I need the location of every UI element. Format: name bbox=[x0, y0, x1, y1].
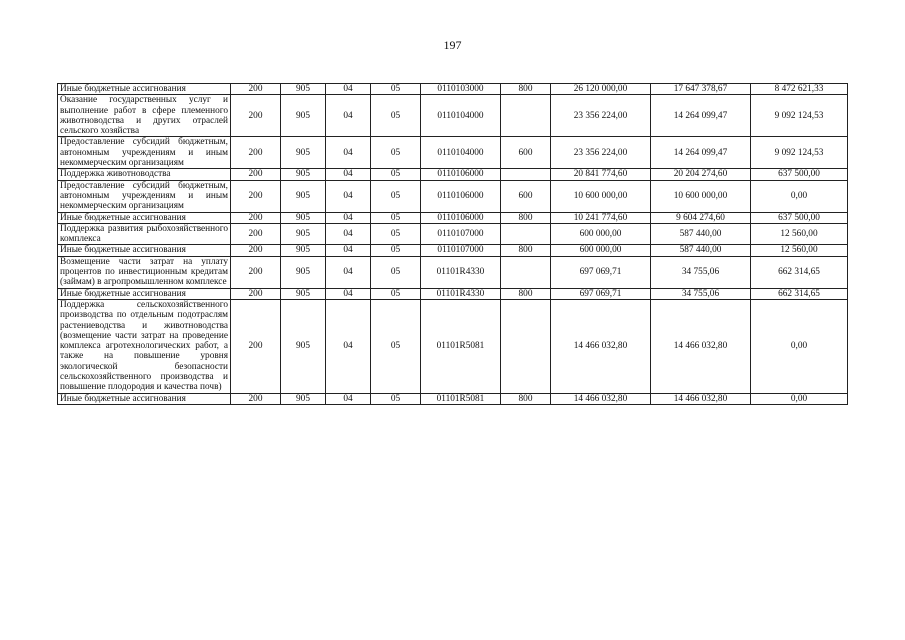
cell-section: 04 bbox=[326, 256, 371, 288]
cell-subsection: 05 bbox=[371, 169, 421, 180]
cell-expense-type: 800 bbox=[501, 212, 551, 223]
row-name: Предоставление субсидий бюджетным, автономным учреждениям и иным некоммерческим организациям bbox=[58, 137, 231, 169]
cell-col1: 200 bbox=[231, 169, 281, 180]
budget-table bbox=[57, 83, 848, 405]
table-row bbox=[58, 299, 848, 393]
cell-amount-plan: 14 466 032,80 bbox=[551, 393, 651, 404]
cell-col1: 200 bbox=[231, 180, 281, 212]
table-row bbox=[58, 95, 848, 137]
cell-target-code: 01101R4330 bbox=[421, 288, 501, 299]
cell-col2: 905 bbox=[281, 256, 326, 288]
cell-amount-remaining: 0,00 bbox=[751, 393, 848, 404]
row-name: Поддержка сельскохозяйственного производства по отдельным подотраслям растениеводства и животноводства (возмещение части затрат на проведение комплекса агротехнологических работ, а также на повышение уровня экологической безопасности сельскохозяйственного производства и повышение плодородия и качества почв) bbox=[58, 299, 231, 393]
cell-col2: 905 bbox=[281, 212, 326, 223]
cell-subsection: 05 bbox=[371, 288, 421, 299]
cell-amount-remaining: 12 560,00 bbox=[751, 245, 848, 256]
cell-section: 04 bbox=[326, 288, 371, 299]
table-body bbox=[58, 84, 848, 405]
cell-target-code: 01101R5081 bbox=[421, 299, 501, 393]
cell-col2: 905 bbox=[281, 95, 326, 137]
cell-target-code: 0110106000 bbox=[421, 169, 501, 180]
cell-amount-plan: 26 120 000,00 bbox=[551, 84, 651, 95]
cell-amount-remaining: 12 560,00 bbox=[751, 223, 848, 245]
row-name: Возмещение части затрат на уплату процентов по инвестиционным кредитам (займам) в агропромышленном комплексе bbox=[58, 256, 231, 288]
cell-subsection: 05 bbox=[371, 223, 421, 245]
cell-target-code: 0110107000 bbox=[421, 245, 501, 256]
cell-section: 04 bbox=[326, 137, 371, 169]
cell-amount-executed: 9 604 274,60 bbox=[651, 212, 751, 223]
cell-subsection: 05 bbox=[371, 137, 421, 169]
cell-expense-type bbox=[501, 223, 551, 245]
cell-expense-type bbox=[501, 169, 551, 180]
cell-subsection: 05 bbox=[371, 95, 421, 137]
cell-col1: 200 bbox=[231, 299, 281, 393]
row-name: Предоставление субсидий бюджетным, автономным учреждениям и иным некоммерческим организациям bbox=[58, 180, 231, 212]
cell-col2: 905 bbox=[281, 180, 326, 212]
cell-amount-executed: 14 466 032,80 bbox=[651, 393, 751, 404]
cell-section: 04 bbox=[326, 223, 371, 245]
cell-amount-remaining: 662 314,65 bbox=[751, 288, 848, 299]
cell-section: 04 bbox=[326, 84, 371, 95]
cell-section: 04 bbox=[326, 180, 371, 212]
cell-subsection: 05 bbox=[371, 84, 421, 95]
table-row bbox=[58, 393, 848, 404]
cell-col1: 200 bbox=[231, 84, 281, 95]
cell-target-code: 0110107000 bbox=[421, 223, 501, 245]
cell-subsection: 05 bbox=[371, 393, 421, 404]
cell-section: 04 bbox=[326, 245, 371, 256]
cell-col2: 905 bbox=[281, 288, 326, 299]
cell-subsection: 05 bbox=[371, 180, 421, 212]
cell-amount-remaining: 8 472 621,33 bbox=[751, 84, 848, 95]
cell-col2: 905 bbox=[281, 84, 326, 95]
cell-section: 04 bbox=[326, 212, 371, 223]
row-name: Поддержка животноводства bbox=[58, 169, 231, 180]
cell-expense-type: 800 bbox=[501, 393, 551, 404]
table-row bbox=[58, 288, 848, 299]
cell-amount-executed: 34 755,06 bbox=[651, 288, 751, 299]
cell-amount-executed: 34 755,06 bbox=[651, 256, 751, 288]
cell-target-code: 0110104000 bbox=[421, 95, 501, 137]
cell-amount-plan: 697 069,71 bbox=[551, 256, 651, 288]
cell-subsection: 05 bbox=[371, 256, 421, 288]
cell-amount-plan: 14 466 032,80 bbox=[551, 299, 651, 393]
cell-amount-plan: 10 241 774,60 bbox=[551, 212, 651, 223]
cell-col2: 905 bbox=[281, 169, 326, 180]
cell-expense-type: 800 bbox=[501, 288, 551, 299]
cell-expense-type: 800 bbox=[501, 84, 551, 95]
row-name: Оказание государственных услуг и выполнение работ в сфере племенного животноводства и других отраслей сельского хозяйства bbox=[58, 95, 231, 137]
cell-col1: 200 bbox=[231, 223, 281, 245]
cell-amount-executed: 20 204 274,60 bbox=[651, 169, 751, 180]
cell-amount-executed: 10 600 000,00 bbox=[651, 180, 751, 212]
table-row bbox=[58, 84, 848, 95]
table-row bbox=[58, 245, 848, 256]
cell-col1: 200 bbox=[231, 288, 281, 299]
cell-amount-remaining: 637 500,00 bbox=[751, 212, 848, 223]
cell-subsection: 05 bbox=[371, 212, 421, 223]
cell-expense-type: 600 bbox=[501, 137, 551, 169]
cell-expense-type bbox=[501, 95, 551, 137]
table-row bbox=[58, 169, 848, 180]
cell-amount-executed: 14 264 099,47 bbox=[651, 137, 751, 169]
cell-col2: 905 bbox=[281, 393, 326, 404]
cell-col2: 905 bbox=[281, 223, 326, 245]
cell-target-code: 01101R4330 bbox=[421, 256, 501, 288]
cell-amount-remaining: 0,00 bbox=[751, 299, 848, 393]
cell-amount-remaining: 9 092 124,53 bbox=[751, 95, 848, 137]
cell-amount-executed: 587 440,00 bbox=[651, 245, 751, 256]
cell-col1: 200 bbox=[231, 393, 281, 404]
page-number: 197 bbox=[443, 38, 462, 52]
cell-section: 04 bbox=[326, 169, 371, 180]
table-row bbox=[58, 137, 848, 169]
cell-amount-remaining: 0,00 bbox=[751, 180, 848, 212]
row-name: Иные бюджетные ассигнования bbox=[58, 393, 231, 404]
cell-col2: 905 bbox=[281, 245, 326, 256]
table-row bbox=[58, 223, 848, 245]
cell-expense-type bbox=[501, 256, 551, 288]
cell-amount-plan: 20 841 774,60 bbox=[551, 169, 651, 180]
cell-target-code: 0110106000 bbox=[421, 180, 501, 212]
row-name: Иные бюджетные ассигнования bbox=[58, 212, 231, 223]
cell-amount-plan: 23 356 224,00 bbox=[551, 95, 651, 137]
cell-section: 04 bbox=[326, 393, 371, 404]
cell-subsection: 05 bbox=[371, 299, 421, 393]
row-name: Иные бюджетные ассигнования bbox=[58, 245, 231, 256]
cell-target-code: 0110106000 bbox=[421, 212, 501, 223]
cell-section: 04 bbox=[326, 95, 371, 137]
cell-target-code: 0110103000 bbox=[421, 84, 501, 95]
cell-amount-executed: 14 264 099,47 bbox=[651, 95, 751, 137]
cell-target-code: 0110104000 bbox=[421, 137, 501, 169]
cell-col2: 905 bbox=[281, 137, 326, 169]
table-row bbox=[58, 180, 848, 212]
cell-subsection: 05 bbox=[371, 245, 421, 256]
cell-col1: 200 bbox=[231, 256, 281, 288]
row-name: Иные бюджетные ассигнования bbox=[58, 84, 231, 95]
cell-col1: 200 bbox=[231, 212, 281, 223]
cell-col2: 905 bbox=[281, 299, 326, 393]
row-name: Поддержка развития рыбохозяйственного комплекса bbox=[58, 223, 231, 245]
cell-amount-plan: 600 000,00 bbox=[551, 245, 651, 256]
cell-amount-executed: 587 440,00 bbox=[651, 223, 751, 245]
cell-section: 04 bbox=[326, 299, 371, 393]
table-row bbox=[58, 256, 848, 288]
cell-amount-plan: 600 000,00 bbox=[551, 223, 651, 245]
cell-amount-plan: 697 069,71 bbox=[551, 288, 651, 299]
cell-expense-type: 600 bbox=[501, 180, 551, 212]
cell-amount-executed: 14 466 032,80 bbox=[651, 299, 751, 393]
cell-amount-executed: 17 647 378,67 bbox=[651, 84, 751, 95]
cell-amount-plan: 10 600 000,00 bbox=[551, 180, 651, 212]
cell-amount-remaining: 637 500,00 bbox=[751, 169, 848, 180]
cell-expense-type bbox=[501, 299, 551, 393]
cell-col1: 200 bbox=[231, 245, 281, 256]
cell-amount-plan: 23 356 224,00 bbox=[551, 137, 651, 169]
cell-amount-remaining: 9 092 124,53 bbox=[751, 137, 848, 169]
cell-target-code: 01101R5081 bbox=[421, 393, 501, 404]
cell-amount-remaining: 662 314,65 bbox=[751, 256, 848, 288]
cell-col1: 200 bbox=[231, 137, 281, 169]
cell-expense-type: 800 bbox=[501, 245, 551, 256]
row-name: Иные бюджетные ассигнования bbox=[58, 288, 231, 299]
cell-col1: 200 bbox=[231, 95, 281, 137]
table-row bbox=[58, 212, 848, 223]
